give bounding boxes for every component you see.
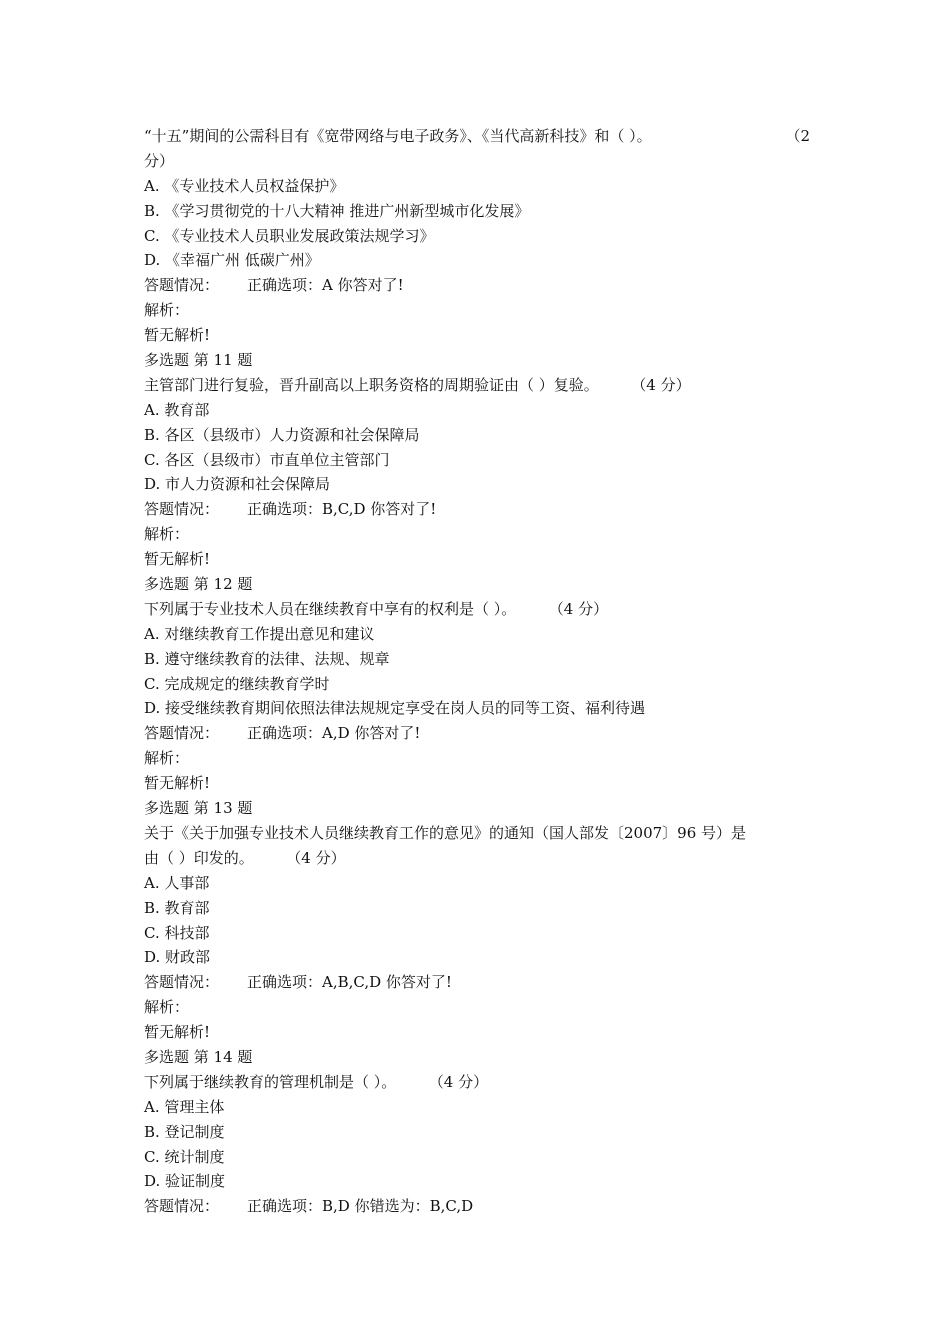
answer-label: 答题情况：	[144, 1197, 220, 1216]
option-c: C. 统计制度	[144, 1147, 225, 1166]
option-b: B. 教育部	[144, 898, 210, 917]
question-score: （4 分）	[436, 1072, 489, 1091]
option-d: D. 《幸福广州 低碳广州》	[144, 251, 320, 270]
question-score: （4 分）	[556, 599, 609, 618]
option-a: A. 《专业技术人员权益保护》	[144, 176, 345, 195]
question-stem	[144, 1070, 810, 1095]
analysis-label: 解析：	[144, 749, 190, 768]
question-text: 下列属于继续教育的管理机制是（ ）。	[144, 1072, 397, 1091]
option-c: C. 完成规定的继续教育学时	[144, 674, 330, 693]
answer-text: 正确选项：A 你答对了!	[247, 276, 404, 295]
option-a: A. 管理主体	[144, 1097, 225, 1116]
question-text: “十五”期间的公需科目有《宽带网络与电子政务》、《当代高新科技》和（ ）。	[144, 127, 652, 145]
question-stem	[144, 124, 810, 149]
option-a: A. 人事部	[144, 873, 210, 892]
option-b: B. 登记制度	[144, 1122, 225, 1141]
analysis-label: 解析：	[144, 301, 190, 320]
analysis-text: 暂无解析!	[144, 774, 211, 793]
answer-status	[144, 721, 810, 746]
document-page	[144, 124, 810, 1219]
question-header: 多选题 第 13 题	[144, 799, 253, 818]
answer-status	[144, 497, 810, 522]
question-stem-line2	[144, 846, 810, 871]
answer-status	[144, 1194, 810, 1219]
analysis-label: 解析：	[144, 998, 190, 1017]
analysis-label: 解析：	[144, 525, 190, 544]
question-stem-line1: 关于《关于加强专业技术人员继续教育工作的意见》的通知（国人部发〔2007〕96 号）是	[144, 823, 747, 842]
option-c: C. 《专业技术人员职业发展政策法规学习》	[144, 226, 435, 245]
option-d: D. 验证制度	[144, 1172, 226, 1191]
question-score: （4 分）	[293, 848, 346, 867]
option-d: D. 接受继续教育期间依照法律法规规定享受在岗人员的同等工资、福利待遇	[144, 699, 646, 718]
option-c: C. 科技部	[144, 923, 210, 942]
question-header: 多选题 第 11 题	[144, 351, 253, 370]
option-a: A. 教育部	[144, 400, 210, 419]
answer-status	[144, 273, 810, 298]
answer-text: 正确选项：B,C,D 你答对了!	[247, 500, 437, 519]
answer-text: 正确选项：A,B,C,D 你答对了!	[247, 973, 452, 992]
option-b: B. 遵守继续教育的法律、法规、规章	[144, 649, 390, 668]
option-c: C. 各区（县级市）市直单位主管部门	[144, 450, 390, 469]
question-header: 多选题 第 12 题	[144, 575, 253, 594]
answer-label: 答题情况：	[144, 973, 220, 992]
question-stem	[144, 373, 810, 398]
question-stem	[144, 597, 810, 622]
question-score-continued: 分）	[144, 151, 175, 170]
question-text: 由（ ）印发的。	[144, 848, 254, 867]
question-score: （4 分）	[638, 375, 691, 394]
option-b: B. 《学习贯彻党的十八大精神 推进广州新型城市化发展》	[144, 201, 530, 220]
question-header: 多选题 第 14 题	[144, 1047, 253, 1066]
answer-label: 答题情况：	[144, 276, 220, 295]
option-d: D. 市人力资源和社会保障局	[144, 475, 331, 494]
answer-label: 答题情况：	[144, 724, 220, 743]
answer-label: 答题情况：	[144, 500, 220, 519]
option-d: D. 财政部	[144, 948, 211, 967]
analysis-text: 暂无解析!	[144, 550, 211, 569]
answer-status	[144, 970, 810, 995]
question-text: 下列属于专业技术人员在继续教育中享有的权利是（ ）。	[144, 599, 517, 618]
analysis-text: 暂无解析!	[144, 326, 211, 345]
question-score: （2	[785, 127, 810, 145]
option-b: B. 各区（县级市）人力资源和社会保障局	[144, 425, 420, 444]
question-text: 主管部门进行复验，晋升副高以上职务资格的周期验证由（ ）复验。	[144, 375, 599, 394]
answer-text: 正确选项：B,D 你错选为：B,C,D	[247, 1197, 474, 1216]
option-a: A. 对继续教育工作提出意见和建议	[144, 624, 375, 643]
answer-text: 正确选项：A,D 你答对了!	[247, 724, 421, 743]
analysis-text: 暂无解析!	[144, 1023, 211, 1042]
